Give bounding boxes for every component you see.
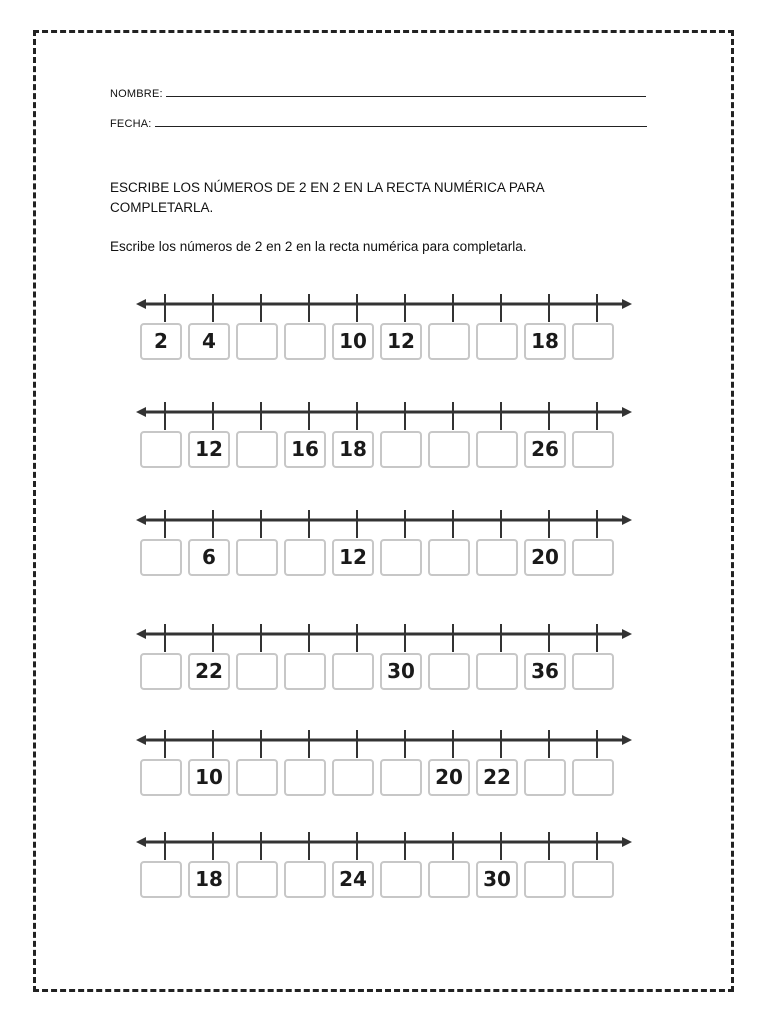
number-box-empty[interactable] (284, 653, 326, 690)
number-box-filled: 4 (188, 323, 230, 360)
number-box-empty[interactable] (332, 653, 374, 690)
fecha-field[interactable] (110, 118, 647, 130)
number-box-empty[interactable] (572, 539, 614, 576)
number-line-5 (130, 728, 640, 818)
number-box-empty[interactable] (380, 861, 422, 898)
number-box-empty[interactable] (428, 653, 470, 690)
number-box-empty[interactable] (236, 323, 278, 360)
number-box-empty[interactable] (572, 431, 614, 468)
number-line-6 (130, 830, 640, 920)
number-box-empty[interactable] (572, 653, 614, 690)
number-box-empty[interactable] (236, 431, 278, 468)
arrow-left-icon (136, 515, 146, 525)
arrow-right-icon (622, 735, 632, 745)
number-line-2 (130, 400, 640, 490)
number-box-empty[interactable] (476, 431, 518, 468)
number-box-empty[interactable] (284, 539, 326, 576)
number-box-empty[interactable] (476, 539, 518, 576)
instruction-uppercase: ESCRIBE LOS NÚMEROS DE 2 EN 2 EN LA RECTA NUMÉRICA PARA COMPLETARLA. (110, 180, 544, 215)
number-box-filled: 18 (332, 431, 374, 468)
number-line-1 (130, 292, 640, 382)
number-box-empty[interactable] (380, 539, 422, 576)
number-box-filled: 18 (524, 323, 566, 360)
arrow-left-icon (136, 735, 146, 745)
number-box-filled: 12 (380, 323, 422, 360)
number-box-filled: 18 (188, 861, 230, 898)
number-box-empty[interactable] (236, 653, 278, 690)
number-box-empty[interactable] (428, 323, 470, 360)
number-box-empty[interactable] (332, 759, 374, 796)
number-box-empty[interactable] (140, 431, 182, 468)
number-box-filled: 24 (332, 861, 374, 898)
number-box-empty[interactable] (284, 323, 326, 360)
number-box-empty[interactable] (284, 861, 326, 898)
number-box-filled: 2 (140, 323, 182, 360)
number-box-empty[interactable] (140, 861, 182, 898)
number-box-filled: 36 (524, 653, 566, 690)
number-box-empty[interactable] (476, 653, 518, 690)
number-box-filled: 16 (284, 431, 326, 468)
fecha-label: FECHA: (110, 118, 152, 130)
arrow-right-icon (622, 407, 632, 417)
number-box-empty[interactable] (572, 759, 614, 796)
number-box-empty[interactable] (284, 759, 326, 796)
number-line-3 (130, 508, 640, 598)
number-box-filled: 30 (476, 861, 518, 898)
number-box-filled: 22 (188, 653, 230, 690)
number-box-filled: 6 (188, 539, 230, 576)
number-box-empty[interactable] (572, 323, 614, 360)
fecha-blank-line[interactable] (155, 126, 647, 127)
arrow-left-icon (136, 407, 146, 417)
arrow-right-icon (622, 515, 632, 525)
number-box-empty[interactable] (476, 323, 518, 360)
number-box-empty[interactable] (524, 861, 566, 898)
number-box-filled: 20 (524, 539, 566, 576)
number-box-empty[interactable] (140, 539, 182, 576)
number-box-empty[interactable] (572, 861, 614, 898)
number-box-filled: 10 (332, 323, 374, 360)
number-box-filled: 10 (188, 759, 230, 796)
number-box-filled: 26 (524, 431, 566, 468)
number-box-empty[interactable] (428, 861, 470, 898)
number-box-empty[interactable] (236, 539, 278, 576)
number-box-empty[interactable] (140, 759, 182, 796)
number-box-empty[interactable] (380, 431, 422, 468)
number-box-empty[interactable] (428, 539, 470, 576)
arrow-right-icon (622, 837, 632, 847)
number-box-empty[interactable] (236, 861, 278, 898)
number-box-filled: 20 (428, 759, 470, 796)
number-box-empty[interactable] (236, 759, 278, 796)
nombre-blank-line[interactable] (166, 96, 646, 97)
instruction-lowercase: Escribe los números de 2 en 2 en la recta numérica para completarla. (110, 239, 527, 254)
number-box-empty[interactable] (380, 759, 422, 796)
arrow-right-icon (622, 299, 632, 309)
arrow-right-icon (622, 629, 632, 639)
number-box-empty[interactable] (140, 653, 182, 690)
number-box-filled: 12 (188, 431, 230, 468)
number-box-filled: 30 (380, 653, 422, 690)
arrow-left-icon (136, 629, 146, 639)
number-line-4 (130, 622, 640, 712)
number-box-filled: 12 (332, 539, 374, 576)
arrow-left-icon (136, 299, 146, 309)
number-box-filled: 22 (476, 759, 518, 796)
number-box-empty[interactable] (428, 431, 470, 468)
nombre-label: NOMBRE: (110, 88, 163, 100)
arrow-left-icon (136, 837, 146, 847)
nombre-field[interactable] (110, 88, 646, 100)
number-box-empty[interactable] (524, 759, 566, 796)
